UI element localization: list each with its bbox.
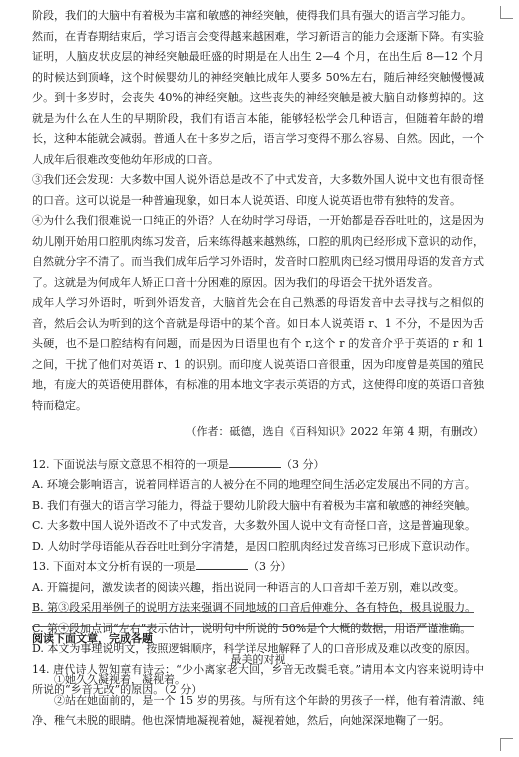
answer-line-2[interactable] [32, 626, 474, 627]
page-corner-mark-top [500, 6, 513, 19]
page-corner-mark-bottom [500, 738, 513, 751]
reading-section-2 [32, 629, 484, 732]
question-13-text: 13. 下面对本文分析有误的一项是 [32, 560, 196, 573]
answer-line-1[interactable] [32, 612, 474, 613]
article-paragraph-2: 然而，在青春期结束后，学习语言会变得越来越困难，学习新语言的能力会逐渐下降。有实验证明，人脑皮状皮层的神经突触最旺盛的时期是在人出生 2—4 个月，在出生后 8—12 个月的时候达到顶峰，这个时候婴幼儿的神经突触比成年人要多 50%左右，随后神经突触慢慢减少。到十多岁时，会丧失 40%的神经突触。这些丧失的神经突触是被大脑自动修剪掉的。这就是为什么在人生的早期阶段，我们有语言本能，能够轻松学会几种语言，但随着年龄的增长，这种本能就会减弱。普通人在十多岁之后，语言学习变得不那么容易、自然。因此，一个人成年后很难改变他幼年形成的口音。 [32, 29, 484, 166]
question-12-option-d: D. 人幼时学母语能从吞吞吐吐到分字清楚，是因口腔肌肉经过发音练习已形成下意识动作。 [32, 539, 477, 553]
question-14: 14. 唐代诗人贺知章有诗云：“少小离家老大回，乡音无改鬓毛衰。”请用本文内容来说明诗中所说的“乡音无改”的原因。（2 分） [32, 662, 484, 696]
question-13-option-d: D. 本文为事理说明文，按照逻辑顺序，科学详尽地解释了人的口音形成及难以改变的原因。 [32, 642, 477, 655]
question-13-option-b: B. 第③段采用举例子的说明方法来强调不同地域的口音后伸难分、各有特色，极具说服力。 [32, 601, 477, 614]
article-title: 最美的对视 [230, 652, 286, 666]
article-source: （作者：砥德，选自《百科知识》2022 年第 4 期，有删改） [185, 425, 484, 438]
question-12-option-c: C. 大多数中国人说外语改不了中式发音，大多数外国人说中文有奇怪口音，这是普遍现象。 [32, 519, 477, 532]
question-13-option-c: C. 第④段加点词“左右”表示估计，说明句中所说的 50%是个大概的数据，用语严谨准确。 [32, 621, 472, 635]
article-paragraph-5: 成年人学习外语时，听到外语发音，大脑首先会在自己熟悉的母语发音中去寻找与之相似的音，然后会认为听到的这个音就是母语中的某个音。如日本人说英语 r、1 不分，不是因为舌头硬，也不是口腔结构有问题，而是因为日语里也有个 r,这个 r 的发音介乎于英语的 r 和 1 之间，干扰了他们对英语 r、1 的识别。而印度人说英语口音很重，因为印度曾是英国的殖民地，有庞大的英语使用群体，有标准的用本地文字表示英语的方式，这使得印度的英语口音独特而稳定。 [32, 296, 484, 412]
question-13-points: （3 分） [248, 560, 292, 573]
article-paragraph-3: ③我们还会发现：大多数中国人说外语总是改不了中式发音，大多数外国人说中文也有很奇怪的口音。这可以说是一种普遍现象，如日本人说英语、印度人说英语也带有独特的发音。 [32, 173, 484, 207]
question-12-points: （3 分） [281, 457, 325, 471]
question-13-answer-blank[interactable] [196, 557, 248, 570]
article-paragraph-4: ④为什么我们很难说一口纯正的外语？人在幼时学习母语，一开始都是吞吞吐吐的，这是因为幼儿刚开始用口腔肌肉练习发音，后来练得越来越熟练，口腔的肌肉已经形成下意识的动作，自然就分字不清了。而当我们成年后学习外语时，发音时口腔肌肉已经习惯用母语的发音方式了。这就是为何成年人矫正口音十分困难的原因。因为我们的母语会干扰外语发音。 [32, 214, 484, 289]
question-13-stem [32, 557, 484, 578]
question-13-option-a: A. 开篇提问，激发读者的阅读兴趣，指出说同一种语言的人口音却千差万别，难以改变。 [32, 580, 465, 594]
question-12 [32, 455, 484, 558]
question-12-answer-blank[interactable] [229, 455, 281, 468]
reading2-paragraph-2: ②站在她面前的，是一个 15 岁的男孩。与所有这个年龄的男孩子一样，他有着清澈、纯净、稚气未脱的眼睛。他也深情地凝视着她，凝视着她，然后，向她深深地鞠了一躬。 [32, 693, 484, 727]
question-12-text: 12. 下面说法与原文意思不相符的一项是 [32, 457, 229, 471]
question-12-option-b: B. 我们有强大的语言学习能力，得益于婴幼儿阶段大脑中有着极为丰富和敏感的神经突触。 [32, 498, 477, 512]
reading2-paragraph-1: ①她久久凝视着，凝视着。 [54, 673, 186, 686]
section-heading: 阅读下面文章，完成各题 [32, 632, 153, 645]
article-paragraph-1: 阶段，我们的大脑中有着极为丰富和敏感的神经突触，使得我们具有强大的语言学习能力。 [32, 9, 472, 22]
question-12-stem [32, 455, 484, 476]
question-12-option-a: A. 环境会影响语言，说着同样语言的人被分在不同的地理空间生活必定发展出不同的方言。 [32, 478, 476, 491]
exam-page [32, 6, 484, 701]
